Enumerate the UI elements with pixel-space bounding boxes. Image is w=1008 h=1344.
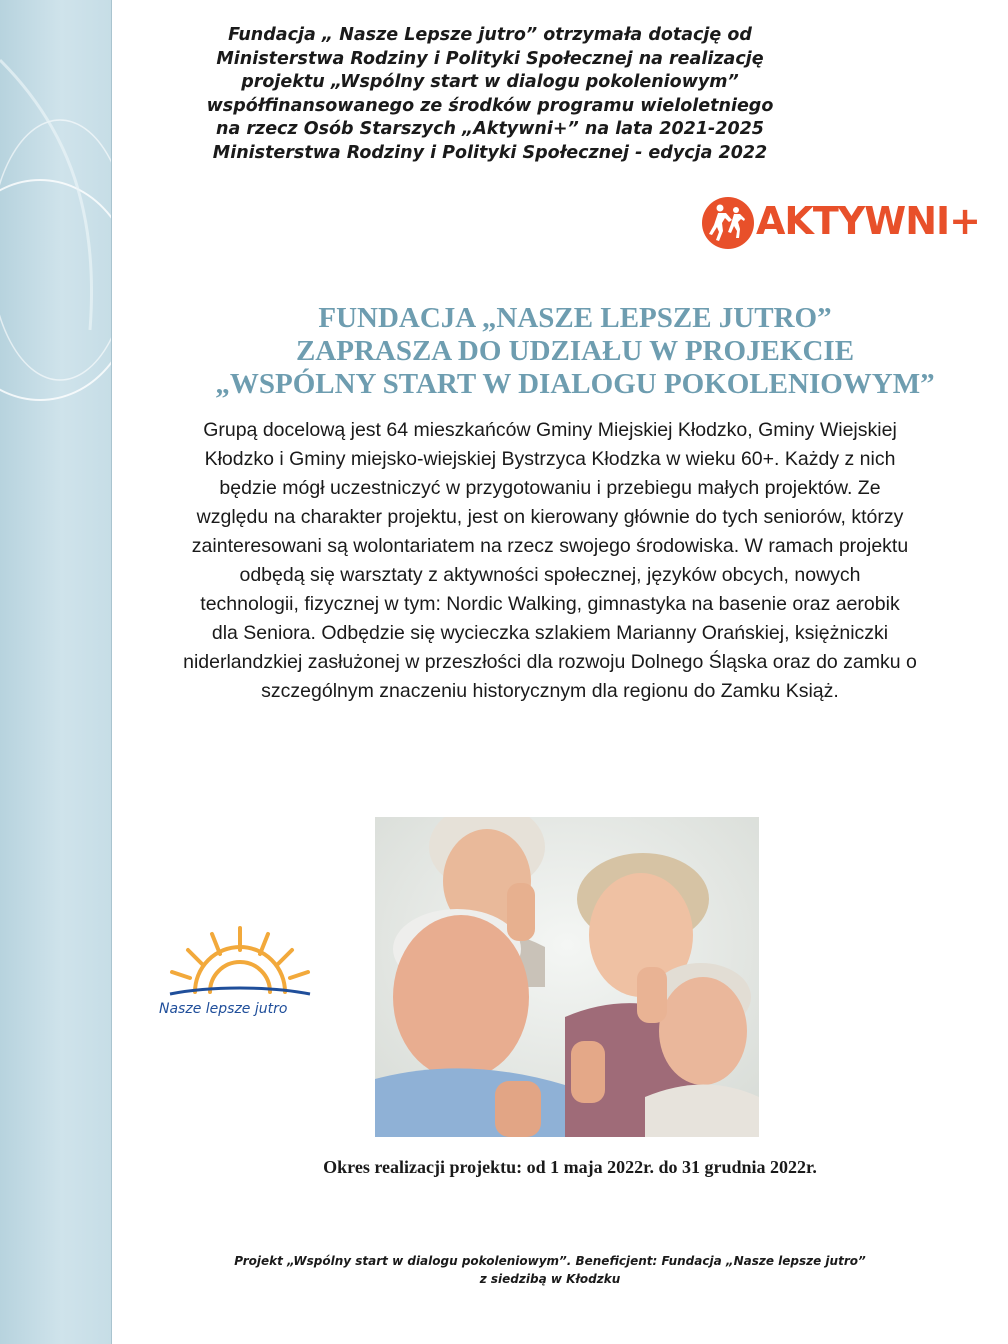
description-line: będzie mógł uczestniczyć w przygotowaniu i przebiegu małych projektów. Ze [219,477,881,499]
intro-line: współfinansowanego ze środków programu wieloletniego [206,95,774,116]
footer [150,1252,950,1288]
intro-line: Fundacja „ Nasze Lepsze jutro” otrzymała dotację od [228,25,752,45]
aktywni-logo-text: AKTYWNI+ [756,199,980,243]
intro-line: Ministerstwa Rodziny i Polityki Społecznej - edycja 2022 [212,142,768,163]
description-line: technologii, fizycznej w tym: Nordic Walking, gimnastyka na basenie oraz aerobik [200,593,900,615]
footer-line: Projekt „Wspólny start w dialogu pokoleniowym”. Beneficjent: Fundacja „Nasze lepsze jutro” [234,1254,866,1268]
description-line: odbędą się warsztaty z aktywności społecznej, języków obcych, nowych [239,564,861,586]
description-line: względu na charakter projektu, jest on kierowany głównie do tych seniorów, którzy [196,506,904,528]
headline [150,302,1000,401]
description-line: zainteresowani są wolontariatem na rzecz swojego środowiska. W ramach projektu [191,535,909,557]
headline-line: „WSPÓLNY START W DIALOGU POKOLENIOWYM” [215,368,935,400]
seniors-photo [375,817,759,1137]
description-line: dla Seniora. Odbędzie się wycieczka szlakiem Marianny Orańskiej, księżniczki [211,622,889,644]
decorative-sidebar [0,0,112,1344]
project-period: Okres realizacji projektu: od 1 maja 2022r. do 31 grudnia 2022r. [323,1157,817,1177]
description-line: szczególnym znaczeniu historycznym dla regionu do Zamku Książ. [261,680,839,702]
description-line: Kłodzko i Gminy miejsko-wiejskiej Bystrzyca Kłodzka w wieku 60+. Każdy z nich [204,448,896,470]
sidebar-divider [111,0,112,1344]
foundation-logo-text: Nasze lepsze jutro [159,1001,288,1017]
intro-line: Ministerstwa Rodziny i Polityki Społecznej na realizację [216,48,764,69]
headline-line: ZAPRASZA DO UDZIAŁU W PROJEKCIE [295,335,855,367]
footer-line: z siedzibą w Kłodzku [479,1272,621,1286]
project-description [140,416,960,706]
description-line: Grupą docelową jest 64 mieszkańców Gminy Miejskiej Kłodzko, Gminy Wiejskiej [203,419,897,441]
intro-paragraph [190,24,790,165]
intro-line: na rzecz Osób Starszych „Aktywni+” na lata 2021-2025 [216,119,764,139]
description-line: niderlandzkiej zasłużonej w przeszłości dla rozwoju Dolnego Śląska oraz do zamku o [183,651,917,673]
headline-line: FUNDACJA „NASZE LEPSZE JUTRO” [318,302,832,334]
intro-line: projektu „Wspólny start w dialogu pokoleniowym” [241,72,739,92]
swoosh-decoration-icon [0,0,112,420]
